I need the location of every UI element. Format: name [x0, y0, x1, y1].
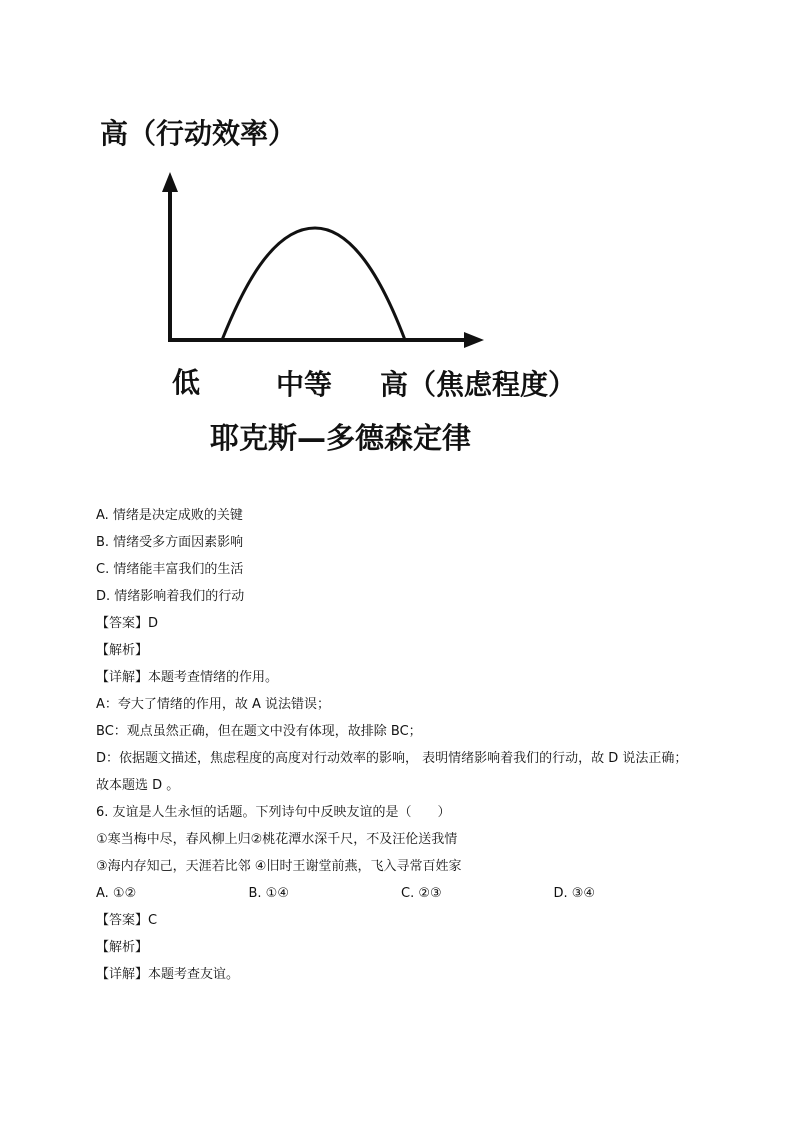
yerkes-dodson-figure: [0, 0, 794, 470]
q5-explain-a: A：夸大了情绪的作用，故 A 说法错误；: [96, 697, 331, 712]
q5-explain-d: D：依据题文描述，焦虑程度的高度对行动效率的影响， 表明情绪影响着我们的行动，故 D 说法正确；: [96, 751, 688, 766]
x-axis-arrow: [464, 332, 484, 348]
x-axis-label-low: 低: [172, 366, 201, 399]
q6-option-b: B. ①④: [248, 886, 289, 901]
q6-option-d: D. ③④: [553, 886, 596, 901]
q5-option-c: C. 情绪能丰富我们的生活: [96, 562, 244, 577]
figure-title: 耶克斯—多德森定律: [210, 421, 472, 455]
q6-poems-line1: ①寒当梅中尽，春风柳上归②桃花潭水深千尺，不及汪伦送我情: [96, 832, 458, 847]
q5-option-a: A. 情绪是决定成败的关键: [96, 508, 243, 523]
q5-option-b: B. 情绪受多方面因素影响: [96, 535, 244, 550]
q6-detail: 【详解】本题考查友谊。: [96, 967, 240, 982]
q6-poems-line2: ③海内存知己，天涯若比邻 ④旧时王谢堂前燕，飞入寻常百姓家: [96, 859, 462, 874]
x-axis-label-mid: 中等: [276, 368, 333, 401]
q5-option-d: D. 情绪影响着我们的行动: [96, 589, 245, 604]
q6-stem: 6. 友谊是人生永恒的话题。下列诗句中反映友谊的是（ ）: [96, 805, 451, 820]
performance-curve: [222, 228, 405, 340]
y-axis-arrow: [162, 172, 178, 192]
q5-explain-bc: BC：观点虽然正确，但在题文中没有体现，故排除 BC；: [96, 724, 422, 739]
q6-option-c: C. ②③: [401, 886, 442, 901]
q5-analysis-label: 【解析】: [96, 643, 149, 658]
q6-analysis-label: 【解析】: [96, 940, 149, 955]
q5-detail: 【详解】本题考查情绪的作用。: [96, 670, 279, 685]
q6-answer: 【答案】C: [96, 913, 158, 928]
y-axis-label: 高（行动效率）: [100, 117, 297, 150]
q6-option-a: A. ①②: [96, 886, 137, 901]
q5-answer: 【答案】D: [96, 616, 159, 631]
q5-conclusion: 故本题选 D 。: [96, 778, 180, 793]
question-content: [96, 502, 706, 988]
x-axis-label-high: 高（焦虑程度）: [380, 368, 577, 401]
q6-options-row: [96, 880, 706, 907]
